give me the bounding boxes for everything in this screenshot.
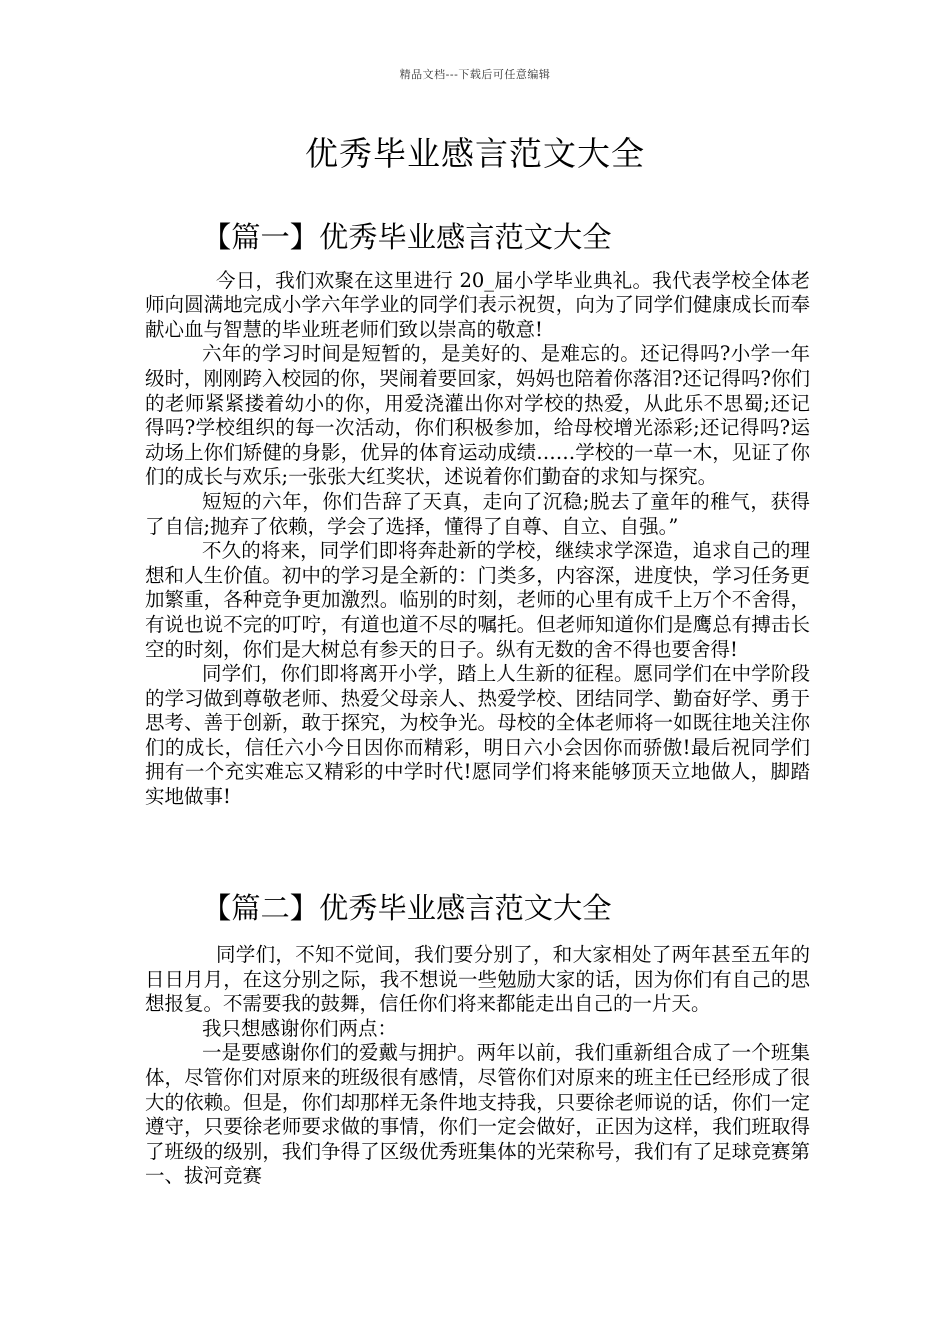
paragraph: 六年的学习时间是短暂的，是美好的、是难忘的。还记得吗?小学一年级时，刚刚跨入校园的你，哭闹着要回家，妈妈也陪着你落泪?还记得吗?你们的老师紧紧搂着幼小的你，用爱浇灌出你对学校的热爱，从此乐不思蜀;还记得吗?学校组织的每一次活动，你们积极参加，给母校增光添彩;还记得吗?运动场上你们矫健的身影，优异的体育运动成绩……学校的一草一木，见证了你们的成长与欢乐;一张张大红奖状，述说着你们勤奋的求知与探究。 — [145, 342, 810, 489]
section-two — [145, 943, 810, 1189]
paragraph: 不久的将来，同学们即将奔赴新的学校，继续求学深造，追求自己的理想和人生价值。初中的学习是全新的：门类多，内容深，进度快，学习任务更加繁重，各种竞争更加激烈。临别的时刻，老师的心里有成千上万个不舍得，有说也说不完的叮咛，有道也道不尽的嘱托。但老师知道你们是鹰总有搏击长空的时刻，你们是大树总有参天的日子。纵有无数的舍不得也要舍得! — [145, 539, 810, 661]
section-one — [145, 220, 810, 810]
paragraph: 同学们，你们即将离开小学，踏上人生新的征程。愿同学们在中学阶段的学习做到尊敬老师、热爱父母亲人、热爱学校、团结同学、勤奋好学、勇于思考、善于创新，敢于探究，为校争光。母校的全体老师将一如既往地关注你们的成长，信任六小今日因你而精彩，明日六小会因你而骄傲!最后祝同学们拥有一个充实难忘又精彩的中学时代!愿同学们将来能够顶天立地做人，脚踏实地做事! — [145, 662, 810, 809]
document-title: 优秀毕业感言范文大全 — [305, 134, 645, 173]
section-two-heading: 【篇二】优秀毕业感言范文大全 — [202, 891, 612, 925]
section-one-heading: 【篇一】优秀毕业感言范文大全 — [202, 220, 612, 254]
section-two-header — [145, 891, 810, 925]
paragraph: 我只想感谢你们两点： — [202, 1016, 398, 1040]
paragraph: 今日，我们欢聚在这里进行 20_届小学毕业典礼。我代表学校全体老师向圆满地完成小学六年学业的同学们表示祝贺，向为了同学们健康成长而奉献心血与智慧的毕业班老师们致以崇高的敬意! — [145, 268, 810, 341]
paragraph: 短短的六年，你们告辞了天真，走向了沉稳;脱去了童年的稚气，获得了自信;抛弃了依赖，学会了选择，懂得了自尊、自立、自强。” — [145, 489, 810, 538]
paragraph: 同学们，不知不觉间，我们要分别了，和大家相处了两年甚至五年的日日月月，在这分别之际，我不想说一些勉励大家的话，因为你们有自己的思想报复。不需要我的鼓舞，信任你们将来都能走出自己的一片天。 — [145, 943, 810, 1016]
paragraph: 一是要感谢你们的爱戴与拥护。两年以前，我们重新组合成了一个班集体，尽管你们对原来的班级很有感情，尽管你们对原来的班主任已经形成了很大的依赖。但是，你们却那样无条件地支持我，只要徐老师说的话，你们一定遵守，只要徐老师要求做的事情，你们一定会做好，正因为这样，我们班取得了班级的级别，我们争得了区级优秀班集体的光荣称号，我们有了足球竞赛第一、拔河竞赛 — [145, 1041, 810, 1188]
header-note: 精品文档---下载后可任意编辑 — [399, 68, 551, 81]
